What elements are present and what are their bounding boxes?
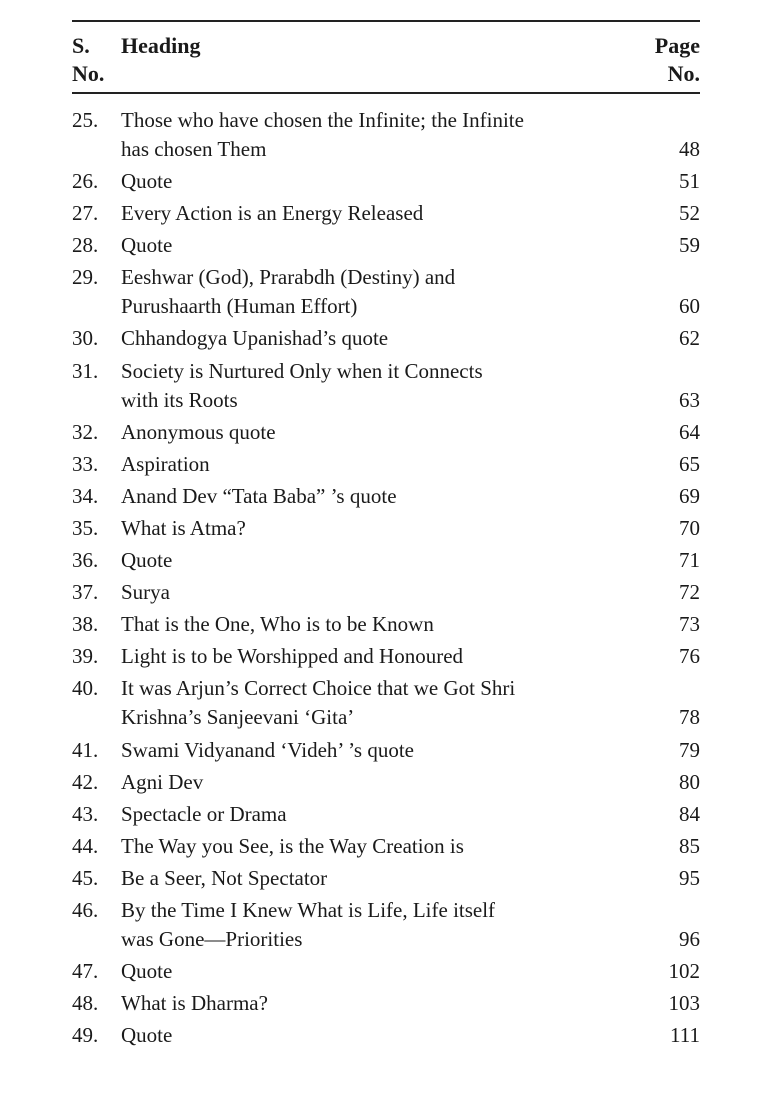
table-row (72, 642, 700, 671)
toc-rows (72, 106, 700, 1050)
page-number: 102 (668, 959, 700, 984)
entry-heading: What is Atma? (121, 515, 246, 540)
page-number: 103 (668, 991, 700, 1016)
header-serial-number: S. No. (72, 33, 105, 86)
page-number: 70 (679, 515, 700, 540)
table-row (72, 610, 700, 639)
table-row (72, 989, 700, 1018)
entry-heading: Quote (121, 169, 173, 194)
table-row (72, 418, 700, 447)
serial-number: 39. (72, 644, 99, 669)
page-number: 72 (679, 580, 700, 605)
serial-number: 30. (72, 326, 99, 351)
entry-heading: Swami Vidyanand ‘Videh’ ’s quote (121, 737, 414, 762)
page-number: 60 (679, 294, 700, 319)
entry-heading: What is Dharma? (121, 991, 268, 1016)
entry-heading: Aspiration (121, 451, 210, 476)
serial-number: 25. (72, 108, 99, 132)
table-of-contents (72, 20, 700, 1053)
header-heading: Heading (121, 33, 201, 58)
page-number: 52 (679, 201, 700, 226)
page-number: 65 (679, 451, 700, 476)
entry-heading: Anonymous quote (121, 419, 276, 444)
table-row (72, 324, 700, 353)
entry-heading: Those who have chosen the Infinite; the Infinite has chosen Them (121, 108, 524, 161)
table-row (72, 263, 700, 321)
table-row (72, 736, 700, 765)
serial-number: 49. (72, 1023, 99, 1048)
serial-number: 38. (72, 612, 99, 637)
table-row (72, 957, 700, 986)
page-number: 96 (679, 926, 700, 951)
serial-number: 35. (72, 515, 99, 540)
table-row (72, 864, 700, 893)
serial-number: 27. (72, 201, 99, 226)
page-number: 95 (679, 865, 700, 890)
serial-number: 37. (72, 580, 99, 605)
serial-number: 33. (72, 451, 99, 476)
table-row (72, 482, 700, 511)
serial-number: 40. (72, 676, 99, 701)
serial-number: 29. (72, 265, 99, 290)
serial-number: 42. (72, 769, 99, 794)
entry-heading: Light is to be Worshipped and Honoured (121, 644, 464, 669)
entry-heading: Be a Seer, Not Spectator (121, 865, 328, 890)
header-page-number: Page No. (654, 33, 700, 86)
table-row (72, 231, 700, 260)
table-row (72, 546, 700, 575)
page-number: 84 (679, 801, 700, 826)
serial-number: 31. (72, 358, 99, 383)
header-rule (72, 92, 700, 94)
serial-number: 44. (72, 833, 99, 858)
entry-heading: Chhandogya Upanishad’s quote (121, 326, 389, 351)
page-number: 63 (679, 387, 700, 412)
entry-heading: It was Arjun’s Correct Choice that we Got Shri Krishna’s Sanjeevani ‘Gita’ (121, 676, 516, 730)
serial-number: 26. (72, 169, 99, 194)
table-row (72, 514, 700, 543)
page-number: 78 (679, 705, 700, 730)
page-number: 71 (679, 548, 700, 573)
table-row (72, 578, 700, 607)
page-number: 69 (679, 483, 700, 508)
serial-number: 45. (72, 865, 99, 890)
serial-number: 46. (72, 897, 99, 922)
page-number: 80 (679, 769, 700, 794)
table-row (72, 832, 700, 861)
entry-heading: Spectacle or Drama (121, 801, 287, 826)
table-row (72, 674, 700, 732)
page-number: 73 (679, 612, 700, 637)
page-number: 51 (679, 169, 700, 194)
page-number: 79 (679, 737, 700, 762)
serial-number: 36. (72, 548, 99, 573)
table-row (72, 1021, 700, 1050)
serial-number: 34. (72, 483, 99, 508)
page-number: 59 (679, 233, 700, 258)
entry-heading: Anand Dev “Tata Baba” ’s quote (121, 483, 397, 508)
table-row (72, 800, 700, 829)
serial-number: 48. (72, 991, 99, 1016)
serial-number: 47. (72, 959, 99, 984)
entry-heading: Every Action is an Energy Released (121, 201, 424, 226)
entry-heading: Agni Dev (121, 769, 204, 794)
entry-heading: Quote (121, 959, 173, 984)
entry-heading: The Way you See, is the Way Creation is (121, 833, 464, 858)
table-row (72, 199, 700, 228)
serial-number: 43. (72, 801, 99, 826)
entry-heading: Quote (121, 548, 173, 573)
table-header (72, 22, 700, 92)
serial-number: 32. (72, 419, 99, 444)
page-number: 111 (670, 1023, 700, 1048)
table-row (72, 357, 700, 415)
page-number: 85 (679, 833, 700, 858)
serial-number: 41. (72, 737, 99, 762)
table-row (72, 768, 700, 797)
entry-heading: That is the One, Who is to be Known (121, 612, 434, 637)
page-number: 76 (679, 644, 700, 669)
entry-heading: Eeshwar (God), Prarabdh (Destiny) and Purushaarth (Human Effort) (121, 265, 456, 319)
entry-heading: Quote (121, 233, 173, 258)
page-number: 48 (679, 137, 700, 161)
entry-heading: Society is Nurtured Only when it Connects with its Roots (121, 358, 483, 412)
table-row (72, 106, 700, 164)
table-row (72, 896, 700, 954)
entry-heading: Quote (121, 1023, 173, 1048)
serial-number: 28. (72, 233, 99, 258)
entry-heading: By the Time I Knew What is Life, Life itself was Gone—Priorities (121, 897, 496, 951)
page-number: 64 (679, 419, 700, 444)
page-number: 62 (679, 326, 700, 351)
table-row (72, 167, 700, 196)
entry-heading: Surya (121, 580, 170, 605)
table-row (72, 450, 700, 479)
